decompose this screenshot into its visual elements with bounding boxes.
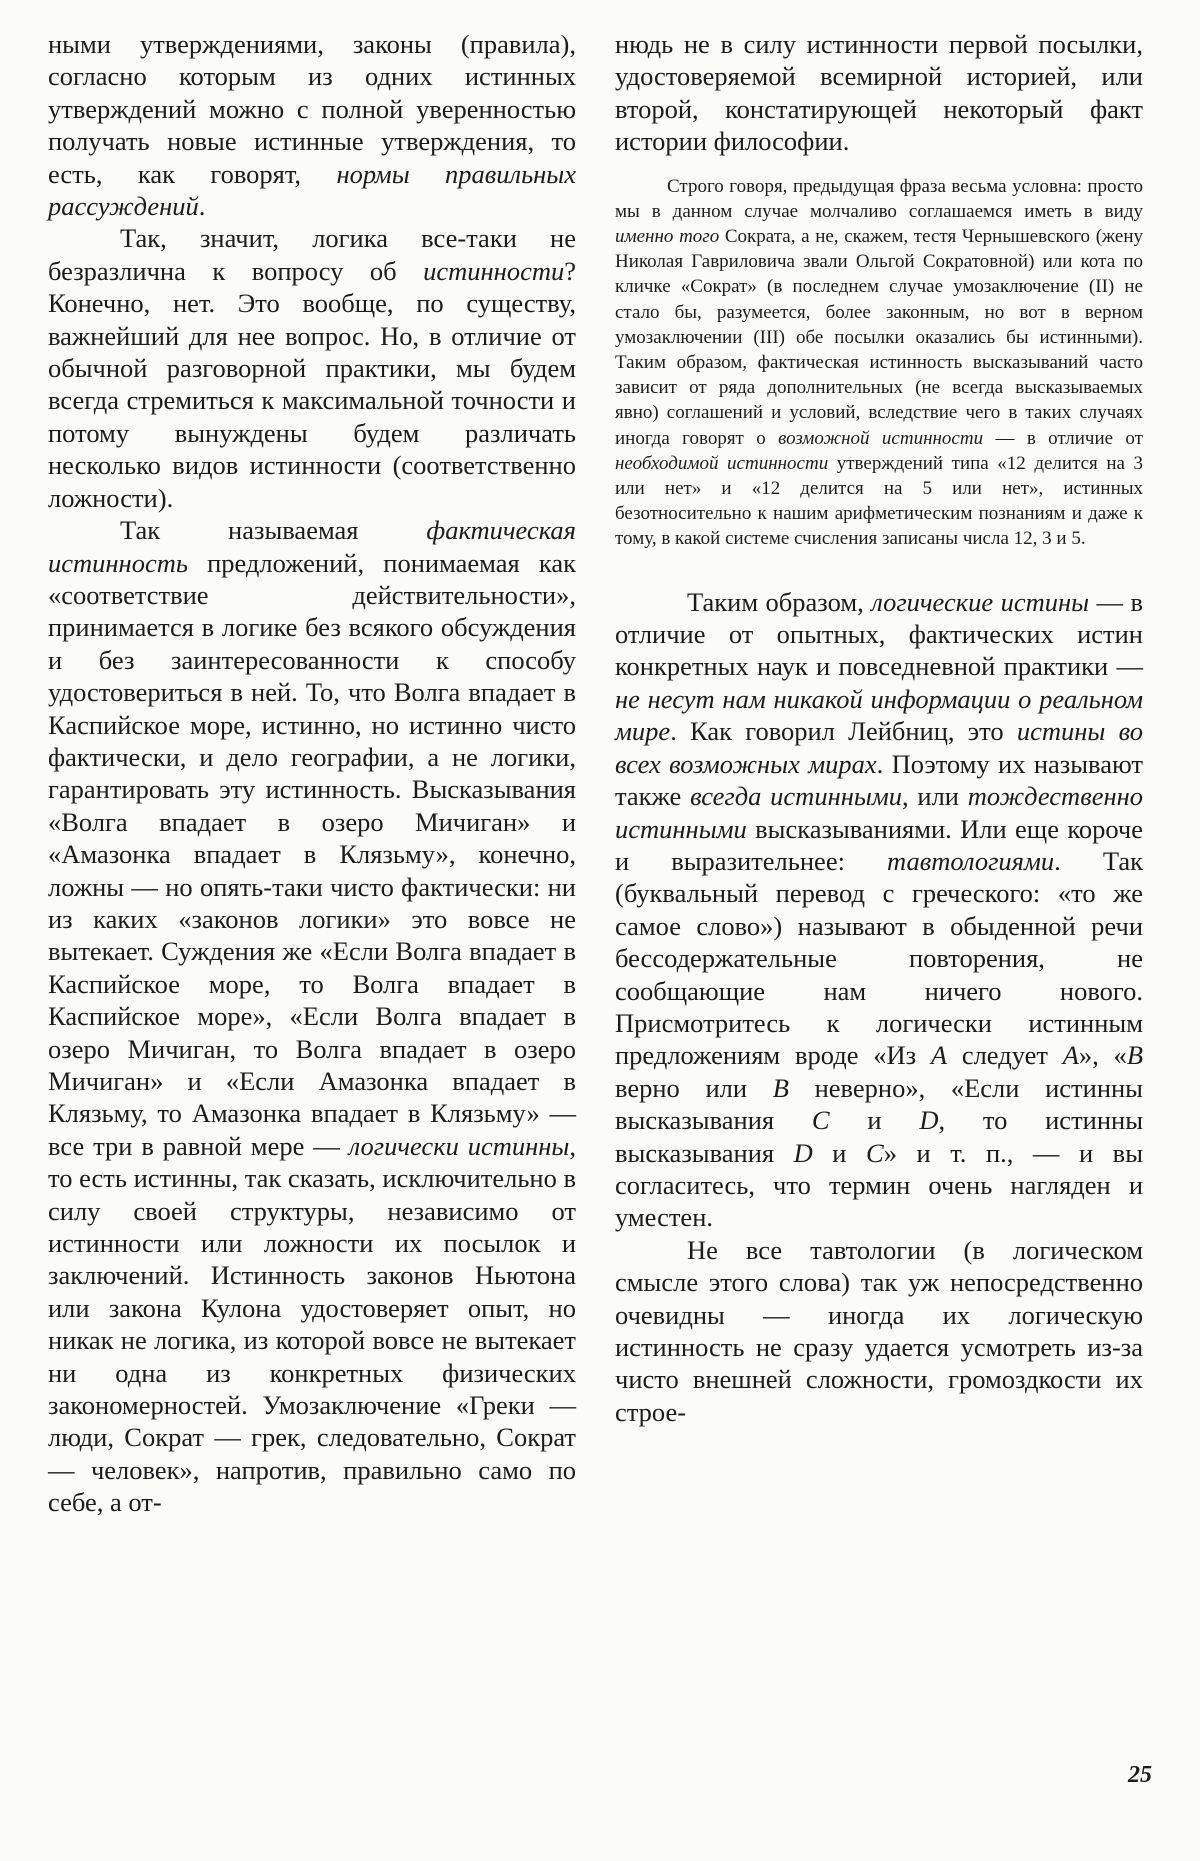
right-column bbox=[615, 28, 1143, 1428]
italic-run: возможной истинности bbox=[778, 427, 984, 449]
text-run: Строго говоря, предыдущая фраза весьма условна: просто мы в данном случае молчаливо соглашаемся иметь в виду bbox=[615, 175, 1143, 222]
italic-run: C bbox=[811, 1105, 830, 1136]
text-run: . Так (буквальный перевод с греческого: «то же самое слово») называют в обыденной речи бессодержательные повторения, не сообщающие нам ничего нового. Присмотритесь к логически истинным предложениям вроде «Из bbox=[615, 845, 1143, 1071]
text-run: ными утверждениями, законы (правила), согласно которым из одних истинных утверждений можно с полной уверенностью получать новые истинные утверждения, то есть, как говорят, bbox=[48, 29, 576, 189]
text-run: высказываниями. Или еще короче и выразительнее: bbox=[615, 813, 1143, 876]
paragraph bbox=[48, 28, 576, 222]
italic-run: тавтологиями bbox=[887, 845, 1055, 876]
text-run: ? Конечно, нет. Это вообще, по существу, важнейший для нее вопрос. Но, в отличие от обычной разговорной практики, мы будем всегда стремиться к максимальной точности и потому вынуждены будем различать несколько видов истинности (соответственно ложности). bbox=[48, 255, 576, 513]
paragraph bbox=[48, 514, 576, 1519]
paragraph bbox=[615, 586, 1143, 1234]
italic-run: необходимой истинности bbox=[615, 452, 829, 474]
text-run: . bbox=[198, 191, 206, 222]
italic-run: истинности bbox=[423, 255, 565, 286]
text-run: . Как говорил Лейбниц, это bbox=[670, 716, 1017, 747]
italic-run: истины во всех возможных мирах bbox=[615, 716, 1144, 779]
text-run: , то истинны высказывания bbox=[615, 1105, 1144, 1168]
italic-run: D bbox=[793, 1137, 813, 1168]
italic-run: A bbox=[930, 1040, 948, 1071]
paragraph bbox=[615, 28, 1143, 158]
italic-run: фактическая истинность bbox=[48, 515, 576, 578]
footnote-block bbox=[615, 174, 1143, 552]
italic-run: C bbox=[866, 1137, 884, 1168]
italic-run: не несут нам никакой информации о реальном мире bbox=[615, 683, 1143, 747]
italic-run: именно того bbox=[615, 226, 720, 248]
text-run: и bbox=[829, 1105, 920, 1136]
paragraph bbox=[48, 222, 576, 514]
text-run: — в отличие от опытных, фактических истин конкретных наук и повседневной практики — bbox=[615, 586, 1143, 682]
italic-run: всегда истинными bbox=[690, 781, 902, 812]
text-run: . Поэтому их называют также bbox=[615, 748, 1144, 812]
text-run: Так называемая bbox=[120, 515, 427, 546]
paragraph bbox=[615, 1234, 1143, 1428]
text-run: , то есть истинны, так сказать, исключительно в силу своей структуры, независимо от истинности или ложности их посылок и заключений. Истинность законов Ньютона или закона Кулона удостоверяет опыт, но никак не логика, из которой вовсе не вытекает ни одна из конкретных физических закономерностей. Умозаключение «Греки — люди, Сократ — грек, следовательно, Сократ — человек», напротив, правильно само по себе, а от- bbox=[48, 1130, 577, 1518]
italic-run: логические истины bbox=[871, 586, 1090, 617]
text-run: Не все тавтологии (в логическом смысле этого слова) так уж непосредственно очевидны — иногда их логическую истинность не сразу удается усмотреть из-за чисто внешней сложности, громоздкости их строе- bbox=[615, 1234, 1143, 1427]
italic-run: D bbox=[919, 1105, 939, 1136]
italic-run: тождественно истинными bbox=[615, 781, 1144, 844]
text-run: — в отличие от bbox=[983, 427, 1143, 449]
text-run: верно или bbox=[615, 1072, 773, 1103]
italic-run: нормы правильных рассуждений bbox=[48, 158, 576, 222]
text-run: », « bbox=[1078, 1040, 1127, 1071]
left-column bbox=[48, 28, 576, 1519]
italic-run: B bbox=[772, 1072, 789, 1103]
text-run: следует bbox=[947, 1040, 1063, 1071]
text-run: Так, значит, логика все-таки не безразлична к вопросу об bbox=[48, 223, 576, 286]
page-number: 25 bbox=[1128, 1762, 1152, 1788]
text-run: нюдь не в силу истинности первой посылки, удостоверяемой всемирной историей, или второй, констатирующей некоторый факт истории философии. bbox=[615, 29, 1143, 157]
text-run: и bbox=[812, 1137, 867, 1168]
italic-run: логически истинны bbox=[348, 1130, 570, 1161]
text-run: » и т. п., — и вы согласитесь, что термин очень нагляден и уместен. bbox=[615, 1137, 1143, 1233]
text-run: , или bbox=[901, 781, 968, 812]
text-run: Таким образом, bbox=[687, 586, 872, 617]
italic-run: B bbox=[1126, 1040, 1143, 1071]
text-run: утверждений типа «12 делится на 3 или нет» и «12 делится на 5 или нет», истинных безотносительно к нашим арифметическим познаниям и даже к тому, в какой системе счисления записаны числа 12, 3 и 5. bbox=[615, 452, 1143, 550]
italic-run: A bbox=[1062, 1040, 1079, 1071]
text-run: неверно», «Если истинны высказывания bbox=[615, 1072, 1143, 1136]
text-run: Сократа, а не, скажем, тестя Чернышевского (жену Николая Гавриловича звали Ольгой Сократовной) или кота по кличке «Сократ» (в последнем случае умозаключение (II) не стало бы, разумеется, более законным, но вот в верном умозаключении (III) обе посылки оказались бы истинными). Таким образом, фактическая истинность высказываний часто зависит от ряда дополнительных (не всегда высказываемых явно) соглашений и условий, вследствие чего в таких случаях иногда говорят о bbox=[615, 226, 1144, 449]
text-run: предложений, понимаемая как «соответствие действительности», принимается в логике без всякого обсуждения и без заинтересованности к способу удостовериться в ней. То, что Волга впадает в Каспийское море, истинно, но истинно чисто фактически, и дело географии, а не логики, гарантировать эту истинность. Высказывания «Волга впадает в озеро Мичиган» и «Амазонка впадает в Клязьму», конечно, ложны — но опять-таки чисто фактически: ни из каких «законов логики» это вовсе не вытекает. Суждения же «Если Волга впадает в Каспийское море, то Волга впадает в Каспийское море», «Если Волга впадает в озеро Мичиган, то Волга впадает в озеро Мичиган» и «Если Амазонка впадает в Клязьму, то Амазонка впадает в Клязьму» — все три в равной мере — bbox=[48, 547, 576, 1161]
